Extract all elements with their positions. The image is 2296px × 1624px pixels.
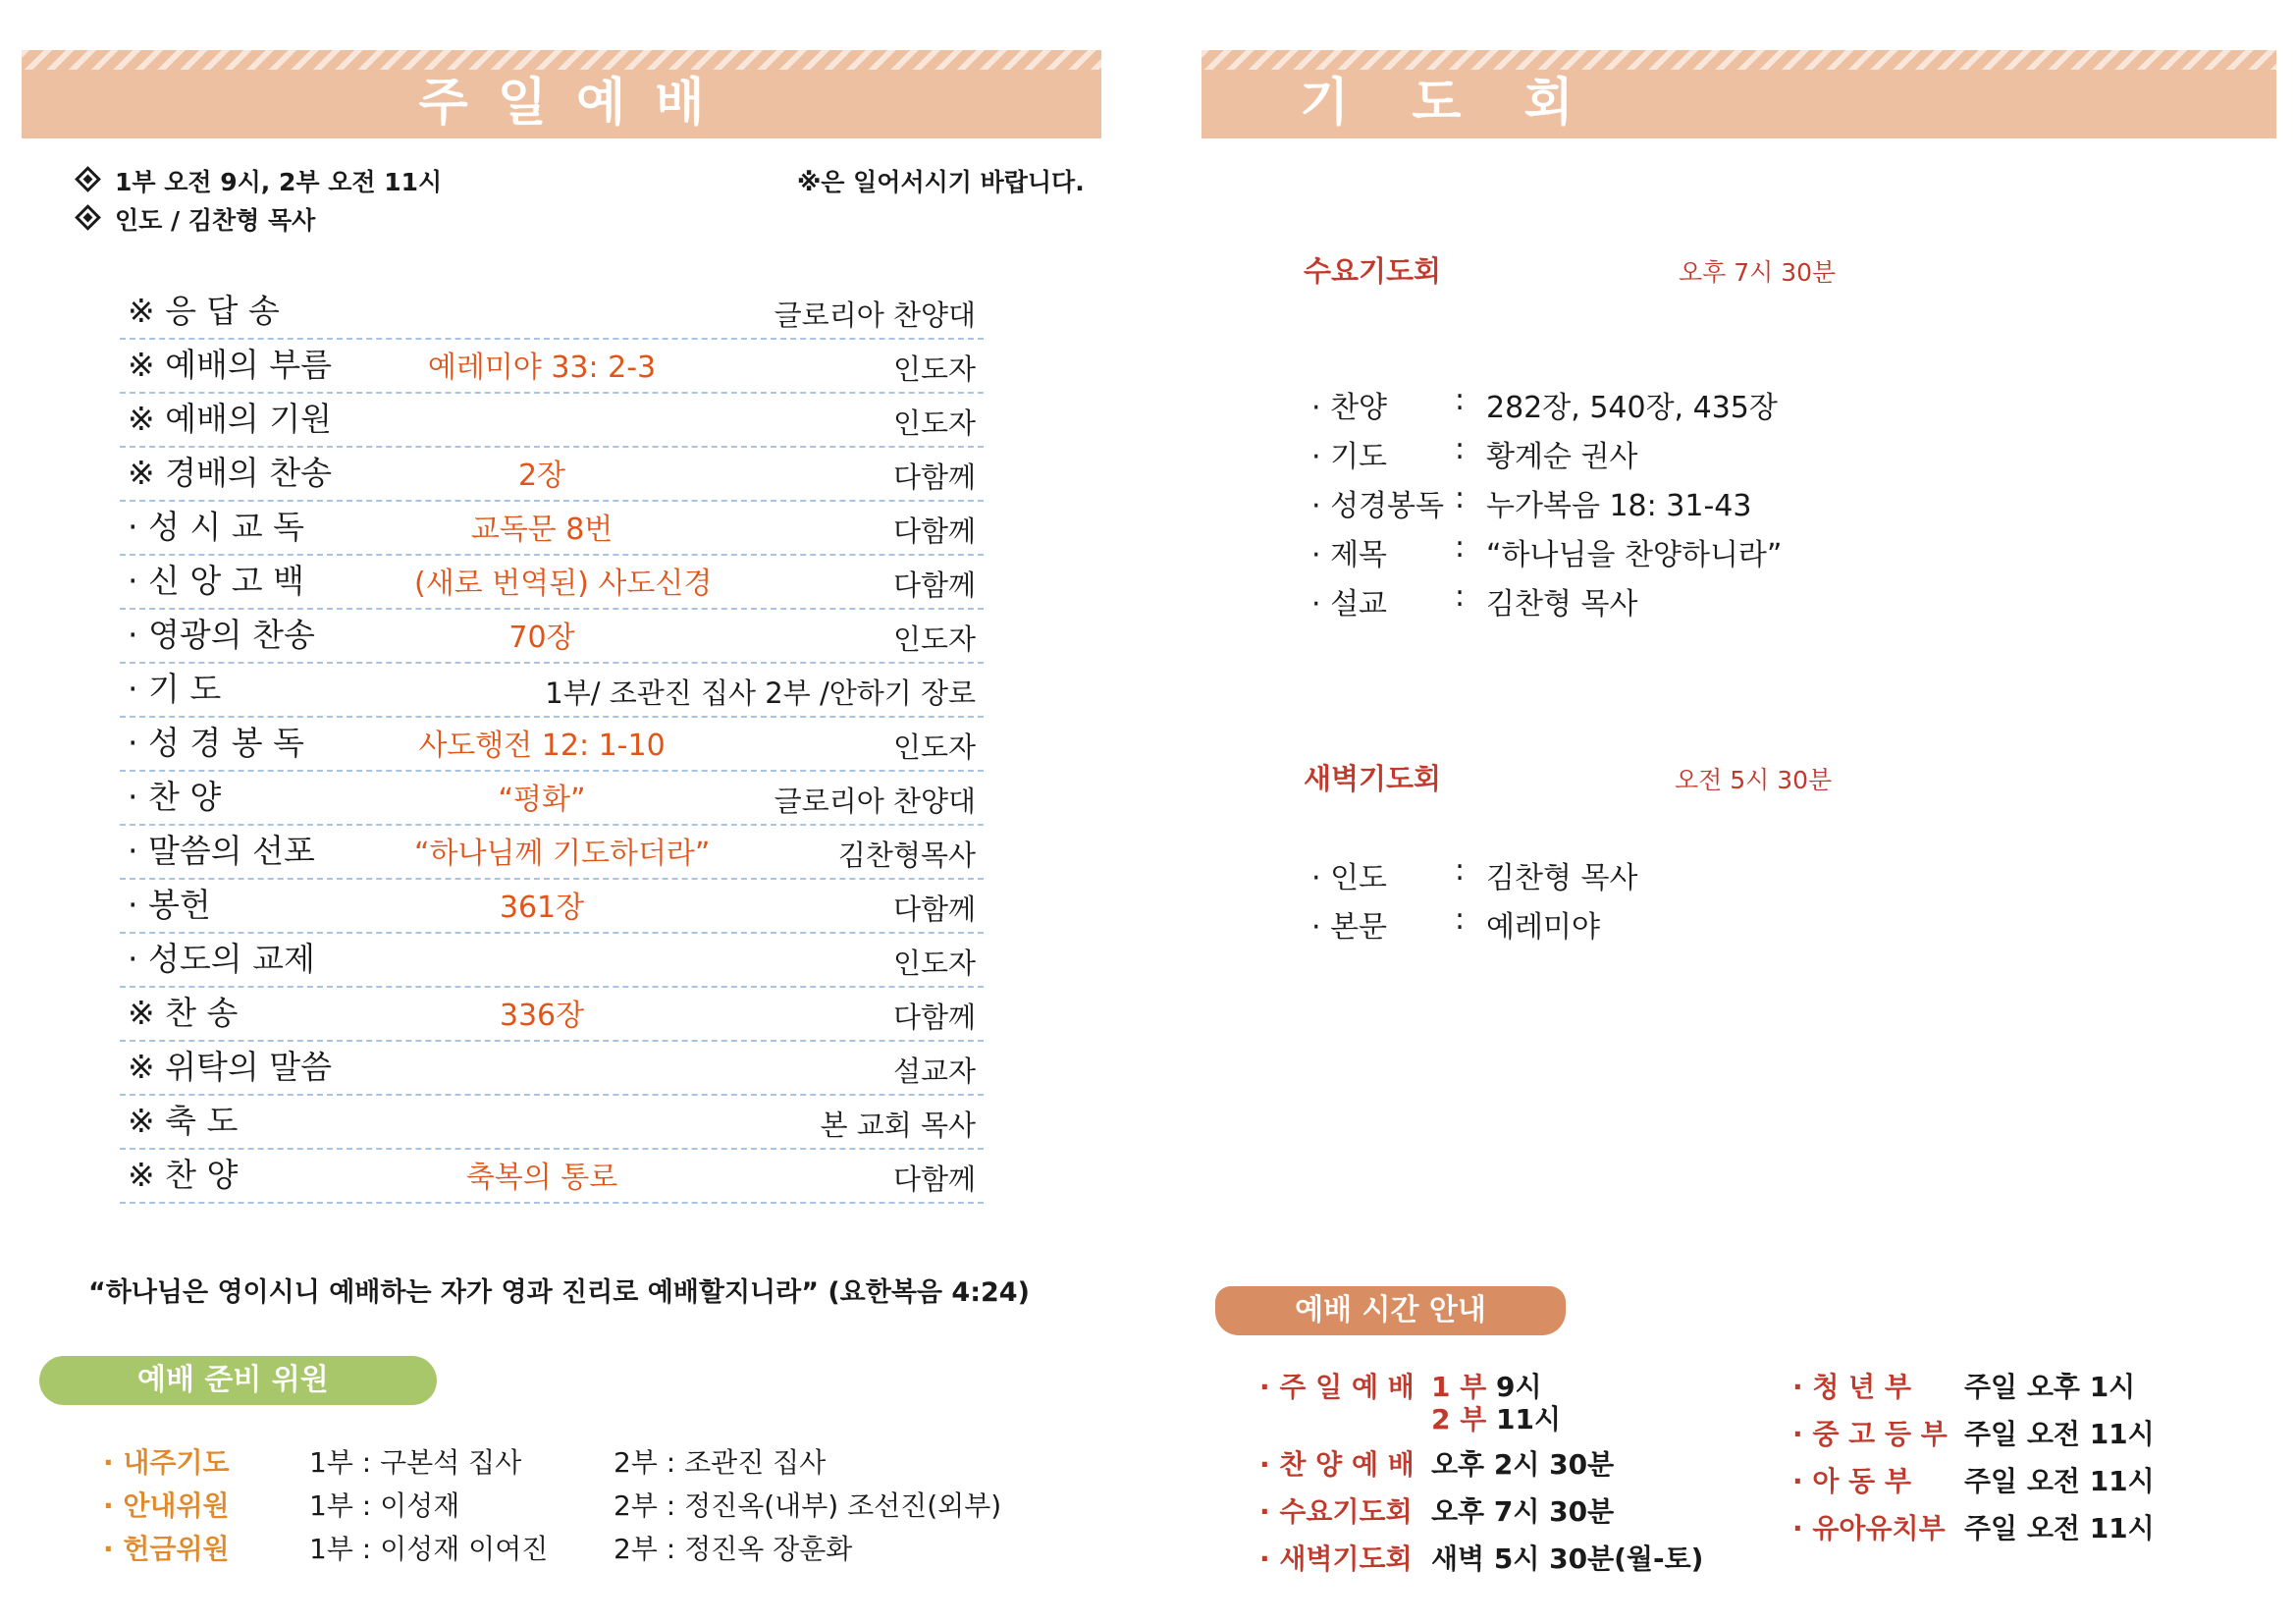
order-row (120, 1096, 984, 1150)
standing-note: ※은 일어서시기 바랍니다. (797, 168, 1085, 196)
order-item-leader: 다함께 (892, 1163, 976, 1196)
order-row (120, 718, 984, 772)
service-time-row (1259, 1538, 1848, 1579)
dawn-prayer-time: 오전 5시 30분 (1675, 766, 1833, 794)
service-time-value: 오후 7시 30분 (1431, 1495, 1615, 1528)
service-times-guide-label: 예배 시간 안내 (1215, 1286, 1566, 1335)
order-item-leader: 글로리아 찬양대 (774, 785, 976, 818)
prayer-item-value: 김찬형 목사 (1486, 587, 1638, 622)
order-row (120, 772, 984, 826)
prayer-item-row (1311, 383, 1900, 427)
order-item-detail: “평화” (498, 783, 586, 817)
order-item-leader: 다함께 (892, 893, 976, 926)
prayer-item-row (1311, 902, 1900, 947)
order-item-name: ※ 찬 양 (128, 1156, 239, 1194)
service-time-label: · 주 일 예 배 (1259, 1371, 1415, 1403)
service-time-row (1259, 1443, 1848, 1485)
order-item-name: ※ 경배의 찬송 (128, 454, 333, 492)
order-row (120, 610, 984, 664)
prayer-meeting-banner (1201, 50, 2276, 138)
service-time-row (1792, 1507, 2296, 1548)
prayer-item-row (1311, 853, 1900, 897)
service-time-row (1259, 1398, 1848, 1439)
order-item-name: · 찬 양 (128, 778, 222, 816)
prayer-item-label: · 성경봉독 (1311, 489, 1444, 523)
prayer-item-value: 예레미야 (1486, 910, 1600, 945)
prayer-item-label: · 본문 (1311, 910, 1388, 945)
service-time-value: 주일 오후 1시 (1964, 1371, 2136, 1403)
prayer-item-colon: : (1455, 902, 1466, 937)
order-row (120, 394, 984, 448)
order-of-worship (120, 286, 984, 1204)
leader-line (79, 201, 315, 237)
order-item-name: ※ 축 도 (128, 1102, 239, 1140)
service-time-value: 주일 오전 11시 (1964, 1465, 2155, 1497)
order-item-name: ※ 위탁의 말씀 (128, 1048, 333, 1086)
order-item-detail: 예레미야 33: 2-3 (427, 351, 657, 385)
prayer-item-colon: : (1455, 853, 1466, 888)
prayer-item-colon: : (1455, 579, 1466, 614)
service-time-label: · 아 동 부 (1792, 1465, 1912, 1497)
preparation-first-service: 1부 : 이성재 (309, 1489, 460, 1522)
order-row (120, 556, 984, 610)
prayer-item-row (1311, 530, 1900, 574)
order-item-leader: 본 교회 목사 (820, 1109, 976, 1142)
service-time-value: 주일 오전 11시 (1964, 1512, 2155, 1544)
order-item-detail: (새로 번역된) 사도신경 (414, 567, 713, 601)
order-row (120, 1042, 984, 1096)
order-row (120, 880, 984, 934)
service-times-line (79, 163, 442, 198)
prayer-item-colon: : (1455, 481, 1466, 515)
order-item-leader: 김찬형목사 (837, 839, 976, 872)
order-item-detail: 70장 (508, 621, 575, 655)
order-item-name: · 봉헌 (128, 886, 211, 924)
prayer-item-row (1311, 432, 1900, 476)
prayer-item-value: 누가복음 18: 31-43 (1486, 489, 1752, 523)
service-time-row (1792, 1460, 2296, 1501)
order-item-leader: 인도자 (892, 406, 976, 440)
order-item-leader: 다함께 (892, 1001, 976, 1034)
service-times: 1부 오전 9시, 2부 오전 11시 (115, 168, 443, 196)
service-time-value: 새벽 5시 30분(월-토) (1431, 1543, 1704, 1575)
service-time-label: · 유아유치부 (1792, 1512, 1946, 1544)
sunday-worship-title: 주일예배 (418, 74, 734, 133)
order-item-detail: 사도행전 12: 1-10 (418, 729, 666, 763)
service-part-number: 2 부 (1431, 1403, 1487, 1435)
order-item-detail: 361장 (499, 891, 585, 925)
service-time-label: · 수요기도회 (1259, 1495, 1413, 1528)
order-item-detail: 2장 (517, 459, 566, 493)
prayer-item-row (1311, 579, 1900, 623)
preparation-second-service: 2부 : 조관진 집사 (614, 1446, 827, 1479)
wednesday-prayer-time: 오후 7시 30분 (1679, 258, 1837, 287)
scripture-verse: “하나님은 영이시니 예배하는 자가 영과 진리로 예배할지니라” (요한복음 4:24) (88, 1277, 1030, 1308)
order-item-name: · 신 앙 고 백 (128, 562, 304, 600)
service-time-label: · 중 고 등 부 (1792, 1418, 1948, 1450)
service-part-number: 1 부 (1431, 1371, 1487, 1403)
preparation-first-service: 1부 : 이성재 이여진 (309, 1533, 549, 1565)
prayer-item-label: · 인도 (1311, 861, 1388, 895)
sunday-worship-banner (22, 50, 1101, 138)
order-item-name: · 영광의 찬송 (128, 616, 315, 654)
order-item-detail: 336장 (499, 999, 585, 1033)
order-row (120, 340, 984, 394)
prayer-item-colon: : (1455, 383, 1466, 417)
order-row (120, 826, 984, 880)
prayer-item-label: · 설교 (1311, 587, 1388, 622)
order-item-name: · 성 경 봉 독 (128, 724, 304, 762)
prayer-item-colon: : (1455, 530, 1466, 565)
service-time-row (1792, 1413, 2296, 1454)
preparation-second-service: 2부 : 정진옥 장훈화 (614, 1533, 853, 1565)
order-item-name: · 성도의 교제 (128, 940, 315, 978)
prayer-item-value: “하나님을 찬양하니라” (1486, 538, 1783, 572)
wednesday-prayer-title: 수요기도회 (1304, 254, 1442, 288)
prayer-item-value: 김찬형 목사 (1486, 861, 1638, 895)
prayer-item-label: · 제목 (1311, 538, 1388, 572)
preparation-row (103, 1528, 1085, 1567)
service-time-label: · 새벽기도회 (1259, 1543, 1413, 1575)
preparation-second-service: 2부 : 정진옥(내부) 조선진(외부) (614, 1489, 1002, 1522)
preparation-row (103, 1485, 1085, 1524)
service-time-value: 2 부 11시 (1431, 1403, 1562, 1435)
order-row (120, 502, 984, 556)
order-item-leader: 인도자 (892, 623, 976, 656)
order-item-leader: 인도자 (892, 731, 976, 764)
diamond-bullet-icon (75, 204, 101, 231)
prayer-item-label: · 찬양 (1311, 391, 1388, 425)
order-item-name: ※ 응 답 송 (128, 292, 280, 330)
service-time-row (1792, 1366, 2296, 1407)
order-row (120, 988, 984, 1042)
prayer-item-colon: : (1455, 432, 1466, 466)
preparation-first-service: 1부 : 구본석 집사 (309, 1446, 522, 1479)
order-item-name: · 말씀의 선포 (128, 832, 315, 870)
order-row (120, 1150, 984, 1204)
order-item-detail: “하나님께 기도하더라” (414, 837, 711, 871)
prayer-item-value: 282장, 540장, 435장 (1486, 391, 1778, 425)
diamond-bullet-icon (75, 166, 101, 192)
service-time-label: · 찬 양 예 배 (1259, 1448, 1415, 1481)
dawn-prayer-title: 새벽기도회 (1304, 762, 1442, 795)
prayer-item-label: · 기도 (1311, 440, 1388, 474)
preparation-committee-label: 예배 준비 위원 (39, 1356, 437, 1405)
service-time-value: 오후 2시 30분 (1431, 1448, 1615, 1481)
order-item-leader: 글로리아 찬양대 (774, 298, 976, 332)
preparation-role: · 안내위원 (103, 1489, 230, 1522)
order-row (120, 934, 984, 988)
order-item-leader: 다함께 (892, 514, 976, 548)
order-row (120, 448, 984, 502)
order-item-detail: 축복의 통로 (465, 1161, 618, 1195)
preparation-role: · 내주기도 (103, 1446, 230, 1479)
order-item-name: · 기 도 (128, 670, 222, 708)
order-item-name: ※ 예배의 부름 (128, 346, 333, 384)
order-row (120, 664, 984, 718)
order-item-detail: 교독문 8번 (470, 513, 614, 547)
preparation-role: · 헌금위원 (103, 1533, 230, 1565)
order-item-leader: 인도자 (892, 947, 976, 980)
service-time-row (1259, 1490, 1848, 1532)
prayer-meeting-title: 기도회 (1300, 74, 1636, 133)
order-row (120, 286, 984, 340)
service-time-label: · 청 년 부 (1792, 1371, 1912, 1403)
prayer-item-value: 황계순 권사 (1486, 440, 1638, 474)
service-time-value: 주일 오전 11시 (1964, 1418, 2155, 1450)
preparation-row (103, 1441, 1085, 1481)
leader-text: 인도 / 김찬형 목사 (115, 206, 316, 235)
order-item-leader: 설교자 (892, 1055, 976, 1088)
service-time-value: 1 부 9시 (1431, 1371, 1542, 1403)
order-item-name: ※ 예배의 기원 (128, 400, 333, 438)
order-item-leader: 인도자 (892, 352, 976, 386)
order-item-leader: 다함께 (892, 460, 976, 494)
order-item-name: ※ 찬 송 (128, 994, 239, 1032)
order-item-leader: 다함께 (892, 568, 976, 602)
order-item-leader: 1부/ 조관진 집사 2부 /안하기 장로 (545, 677, 976, 710)
order-item-name: · 성 시 교 독 (128, 508, 304, 546)
prayer-item-row (1311, 481, 1900, 525)
